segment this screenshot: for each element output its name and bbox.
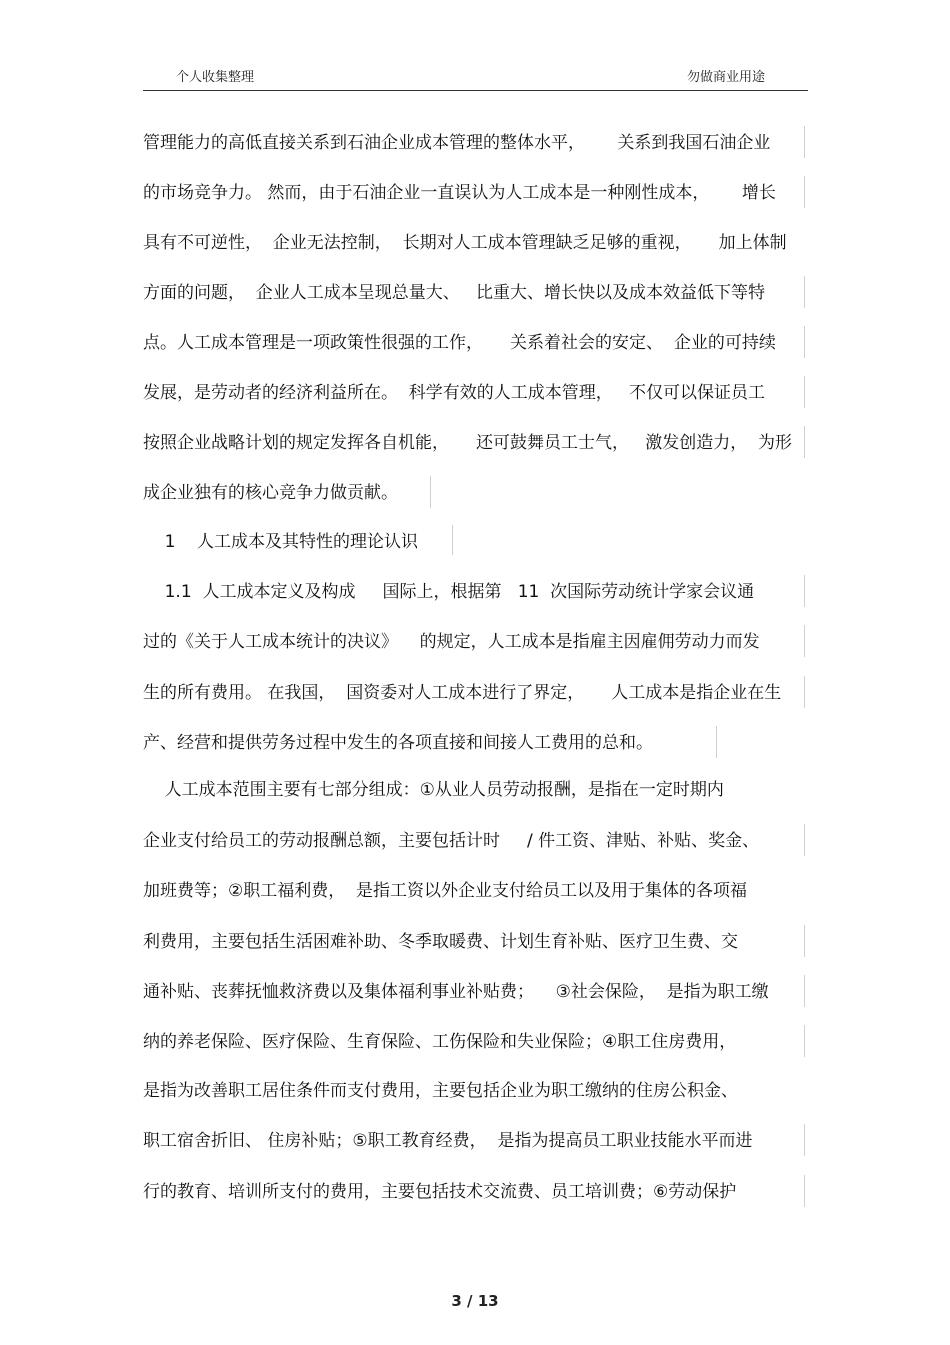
- text-box-edge: [804, 676, 805, 708]
- body-line: 通补贴、丧葬抚恤救济费以及集体福利事业补贴费； ③社会保险， 是指为职工缴: [143, 982, 769, 1002]
- text-box-edge: [452, 525, 453, 555]
- text-box-edge: [804, 326, 805, 358]
- body-line: 企业支付给员工的劳动报酬总额，主要包括计时 / 件工资、津贴、补贴、奖金、: [143, 831, 760, 851]
- body-line: 的市场竞争力。 然而，由于石油企业一直误认为人工成本是一种刚性成本， 增长: [143, 183, 776, 203]
- text-box-edge: [804, 426, 805, 458]
- body-line: 利费用，主要包括生活困难补助、冬季取暖费、计划生育补贴、医疗卫生费、交: [143, 932, 738, 952]
- text-box-edge: [804, 925, 805, 957]
- body-line: 具有不可逆性， 企业无法控制， 长期对人工成本管理缺乏足够的重视， 加上体制: [143, 233, 787, 253]
- text-box-edge: [804, 575, 805, 607]
- text-box-edge: [804, 824, 805, 856]
- text-box-edge: [430, 476, 431, 508]
- text-box-edge: [804, 625, 805, 657]
- body-line: 人工成本范围主要有七部分组成：①从业人员劳动报酬，是指在一定时期内: [143, 780, 724, 800]
- body-line: 管理能力的高低直接关系到石油企业成本管理的整体水平， 关系到我国石油企业: [143, 133, 771, 153]
- text-box-edge: [804, 1175, 805, 1207]
- body-line: 产、经营和提供劳务过程中发生的各项直接和间接人工费用的总和。: [143, 733, 653, 753]
- text-box-edge: [716, 726, 717, 758]
- body-line: 生的所有费用。 在我国， 国资委对人工成本进行了界定， 人工成本是指企业在生: [143, 683, 782, 703]
- section-heading: 1 人工成本及其特性的理论认识: [143, 532, 419, 552]
- body-line: 行的教育、培训所支付的费用，主要包括技术交流费、员工培训费；⑥劳动保护: [143, 1182, 737, 1202]
- body-line: 职工宿舍折旧、 住房补贴；⑤职工教育经费， 是指为提高员工职业技能水平而进: [143, 1131, 753, 1151]
- body-line: 点。人工成本管理是一项政策性很强的工作， 关系着社会的安定、 企业的可持续: [143, 333, 776, 353]
- subsection-heading-line: 1.1 人工成本定义及构成 国际上，根据第 11 次国际劳动统计学家会议通: [143, 582, 755, 602]
- current-page: 3: [451, 1292, 462, 1310]
- text-box-edge: [804, 1124, 805, 1156]
- text-box-edge: [804, 176, 805, 208]
- body-line: 方面的问题， 企业人工成本呈现总量大、 比重大、增长快以及成本效益低下等特: [143, 283, 766, 303]
- text-box-edge: [804, 1025, 805, 1057]
- body-line: 按照企业战略计划的规定发挥各自机能， 还可鼓舞员工士气， 激发创造力， 为形: [143, 433, 793, 453]
- text-box-edge: [804, 126, 805, 158]
- body-line: 发展，是劳动者的经济利益所在。 科学有效的人工成本管理， 不仅可以保证员工: [143, 383, 766, 403]
- header-right-text: 勿做商业用途: [687, 70, 766, 85]
- body-line: 是指为改善职工居住条件而支付费用，主要包括企业为职工缴纳的住房公积金、: [143, 1081, 738, 1101]
- text-box-edge: [804, 376, 805, 408]
- body-line: 成企业独有的核心竞争力做贡献。: [143, 483, 398, 503]
- header-rule: [143, 90, 808, 91]
- body-line: 过的《关于人工成本统计的决议》 的规定，人工成本是指雇主因雇佣劳动力而发: [143, 632, 760, 652]
- body-line: 纳的养老保险、医疗保险、生育保险、工伤保险和失业保险；④职工住房费用，: [143, 1032, 737, 1052]
- body-line: 加班费等；②职工福利费， 是指工资以外企业支付给员工以及用于集体的各项福: [143, 881, 748, 901]
- text-box-edge: [804, 276, 805, 308]
- text-box-edge: [804, 975, 805, 1007]
- page-number: [0, 1292, 950, 1310]
- total-pages: / 13: [467, 1292, 499, 1310]
- header-left-text: 个人收集整理: [176, 70, 255, 85]
